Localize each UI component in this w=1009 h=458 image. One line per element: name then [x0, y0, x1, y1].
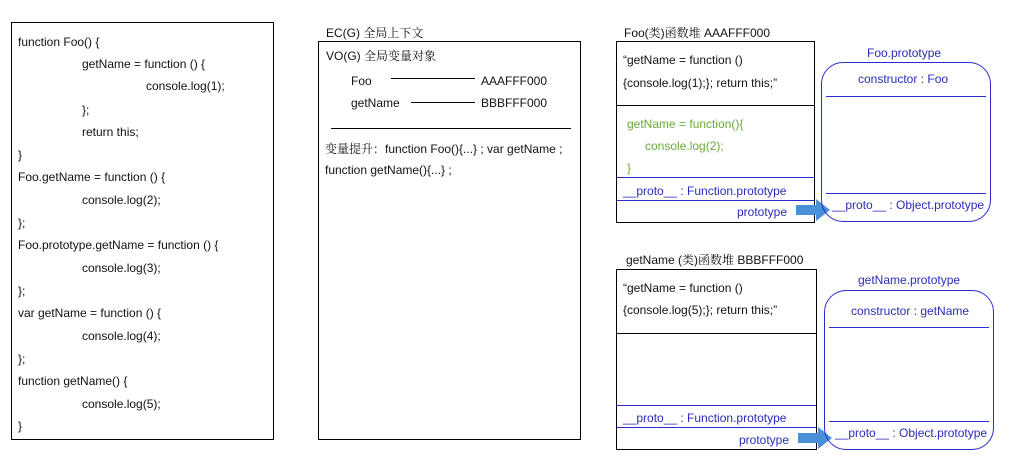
separator [617, 405, 816, 406]
separator [331, 128, 571, 129]
foo-heap-box [616, 41, 815, 223]
getname-constructor-label: constructor : getName [851, 304, 970, 318]
code-line: console.log(2); [82, 193, 161, 207]
code-line: return this; [82, 125, 139, 139]
hoisting-line: function getName(){...} ; [325, 163, 452, 177]
hoisting-line: 变量提升：function Foo(){...} ; var getName ; [325, 142, 563, 156]
code-line: console.log(3); [82, 261, 161, 275]
getname-prototype-label: prototype [739, 433, 790, 447]
foo-prototype-proto-label: __proto__ : Object.prototype [832, 198, 985, 212]
separator [617, 427, 816, 428]
foo-static-getname: } [627, 161, 632, 175]
code-line: getName = function () { [82, 57, 206, 71]
separator [617, 200, 814, 201]
foo-heap-code: “getName = function () [623, 53, 743, 67]
code-line: console.log(5); [82, 397, 161, 411]
code-line: var getName = function () { [18, 306, 162, 320]
code-line: }; [18, 352, 26, 366]
code-line: Foo.prototype.getName = function () { [18, 238, 219, 252]
code-line: console.log(1); [146, 79, 225, 93]
getname-prototype-proto-label: __proto__ : Object.prototype [835, 426, 988, 440]
var-address-getname: BBBFFF000 [481, 96, 548, 110]
getname-prototype-box [824, 290, 994, 450]
var-link-line [411, 102, 475, 103]
var-link-line [391, 78, 475, 79]
getname-heap-code: {console.log(5);}; return this;” [623, 303, 778, 317]
foo-proto-label: __proto__ : Function.prototype [623, 184, 787, 198]
foo-constructor-label: constructor : Foo [858, 72, 949, 86]
getname-heap-box [616, 269, 817, 450]
separator [617, 177, 814, 178]
foo-prototype-box [821, 62, 991, 222]
code-line: console.log(4); [82, 329, 161, 343]
code-line: }; [18, 284, 26, 298]
code-line: } [18, 419, 23, 433]
foo-heap-code: {console.log(1);}; return this;” [623, 76, 778, 90]
separator [829, 327, 989, 328]
foo-prototype-label: prototype [737, 205, 788, 219]
var-address-foo: AAAFFF000 [481, 74, 548, 88]
separator [826, 96, 986, 97]
separator [617, 333, 816, 334]
vo-title: VO(G) 全局变量对象 [326, 49, 436, 63]
foo-prototype-title: Foo.prototype [867, 46, 942, 60]
code-line: function getName() { [18, 374, 128, 388]
foo-heap-title: Foo(类)函数堆 AAAFFF000 [624, 26, 771, 40]
foo-static-getname: console.log(2); [645, 139, 724, 153]
separator [617, 105, 814, 106]
foo-static-getname: getName = function(){ [627, 117, 744, 131]
code-line: } [18, 148, 23, 162]
separator [829, 421, 989, 422]
code-panel [11, 22, 274, 440]
code-line: }; [82, 103, 90, 117]
ec-title: EC(G) 全局上下文 [326, 26, 424, 40]
var-name-getname: getName [351, 96, 400, 110]
code-line: function Foo() { [18, 35, 100, 49]
getname-proto-label: __proto__ : Function.prototype [623, 411, 787, 425]
code-line: Foo.getName = function () { [18, 170, 166, 184]
getname-heap-title: getName (类)函数堆 BBBFFF000 [626, 253, 804, 267]
separator [826, 193, 986, 194]
ec-panel [318, 41, 581, 440]
code-line: }; [18, 216, 26, 230]
var-name-foo: Foo [351, 74, 372, 88]
getname-prototype-title: getName.prototype [858, 273, 961, 287]
getname-heap-code: “getName = function () [623, 281, 743, 295]
